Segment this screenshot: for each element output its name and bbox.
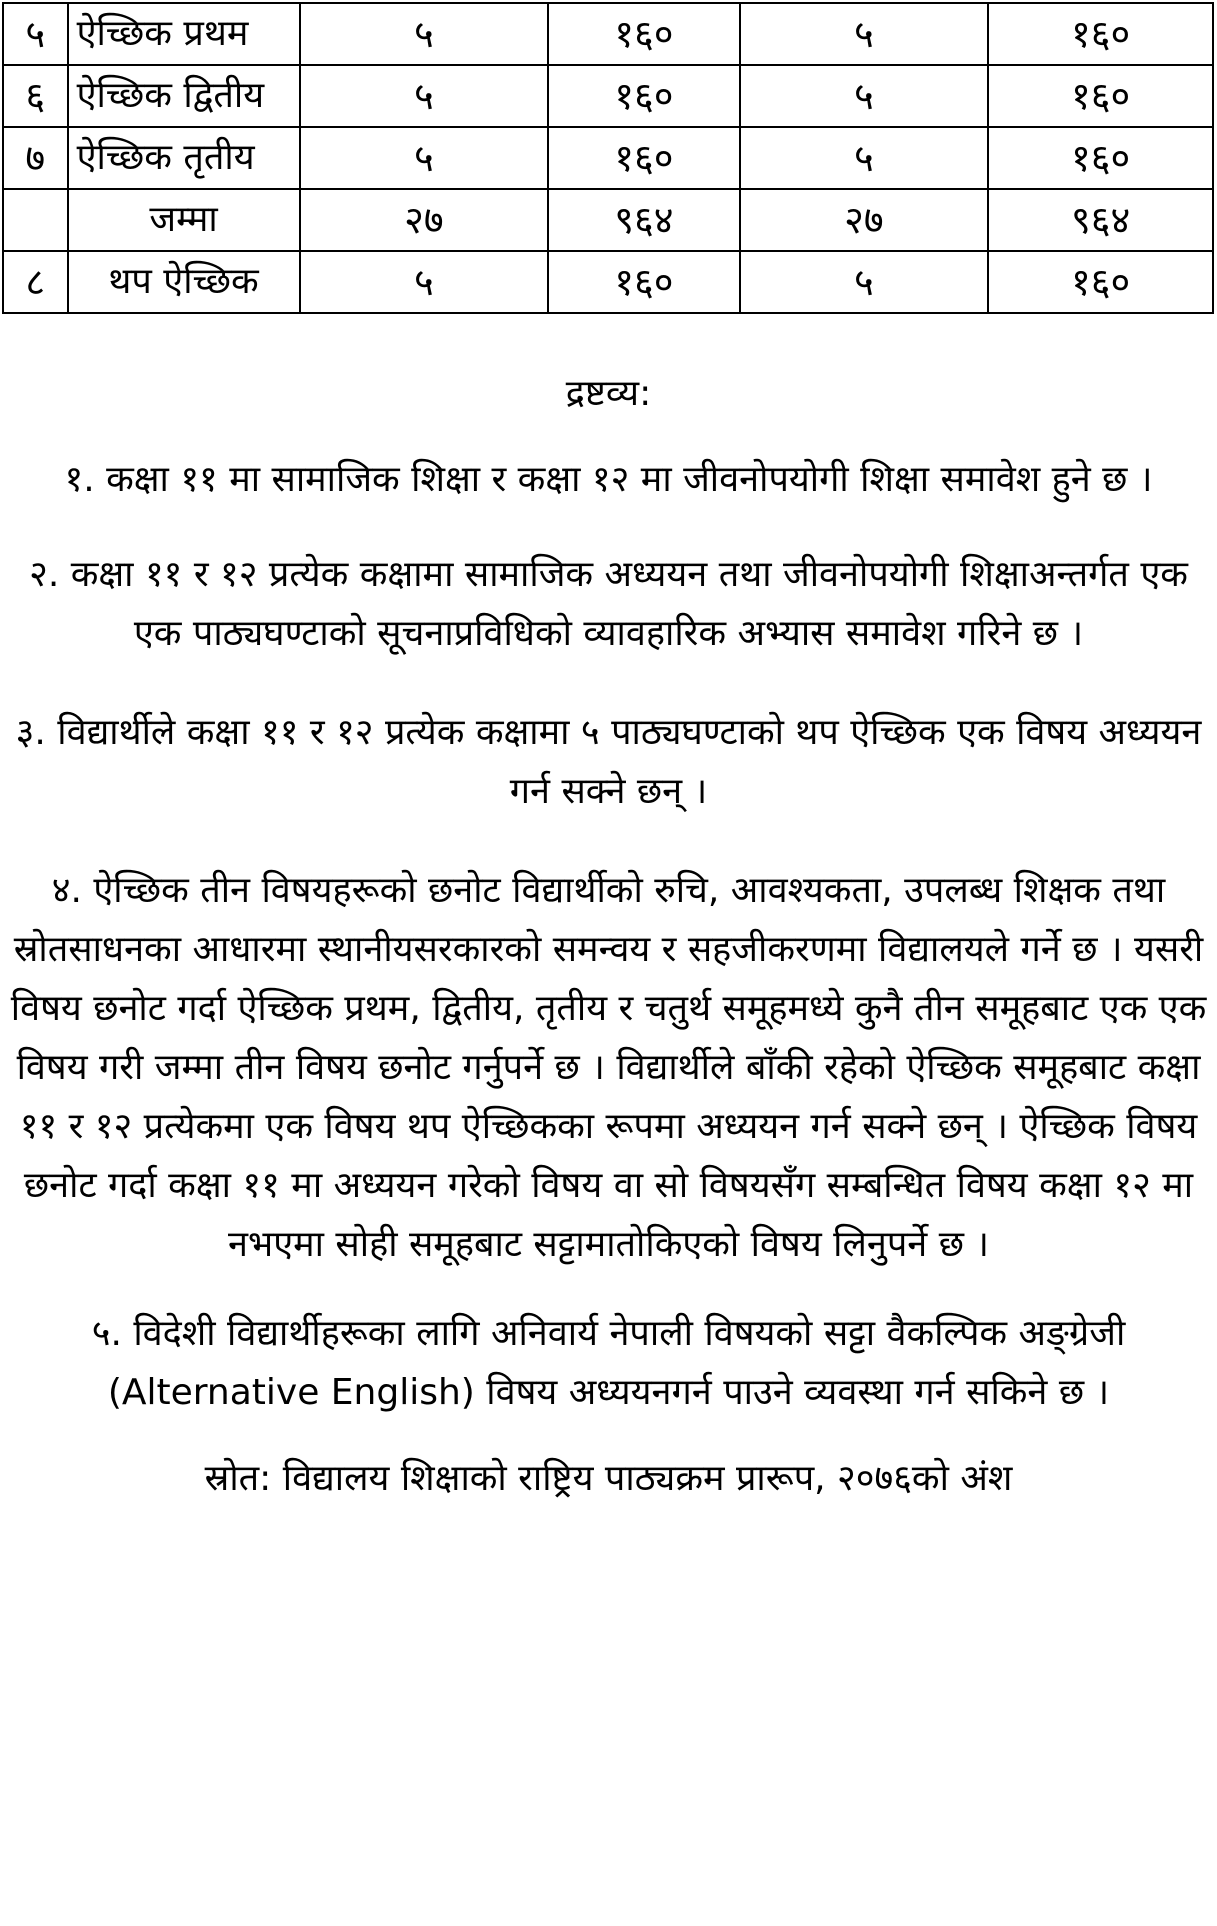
value-cell: ५ bbox=[300, 251, 549, 313]
subject-cell: ऐच्छिक प्रथम bbox=[68, 3, 300, 65]
notes-heading: द्रष्टव्य: bbox=[565, 373, 652, 414]
value-cell: ५ bbox=[300, 3, 549, 65]
value-cell: १६० bbox=[988, 127, 1213, 189]
value-cell: ५ bbox=[740, 127, 989, 189]
value-cell: १६० bbox=[548, 3, 739, 65]
table-row bbox=[3, 3, 1213, 65]
serial-cell: ८ bbox=[3, 251, 68, 313]
value-cell: १६० bbox=[988, 65, 1213, 127]
value-cell: २७ bbox=[740, 189, 989, 251]
serial-cell bbox=[3, 189, 68, 251]
value-cell: ९६४ bbox=[988, 189, 1213, 251]
value-cell: १६० bbox=[548, 65, 739, 127]
table-row bbox=[3, 65, 1213, 127]
total-label-cell: जम्मा bbox=[68, 189, 300, 251]
serial-cell: ७ bbox=[3, 127, 68, 189]
value-cell: ५ bbox=[300, 65, 549, 127]
subject-cell: ऐच्छिक तृतीय bbox=[68, 127, 300, 189]
table-row bbox=[3, 127, 1213, 189]
value-cell: ९६४ bbox=[548, 189, 739, 251]
subject-credit-table bbox=[2, 2, 1214, 314]
value-cell: १६० bbox=[548, 127, 739, 189]
note-1: १. कक्षा ११ मा सामाजिक शिक्षा र कक्षा १२ मा जीवनोपयोगी शिक्षा समावेश हुने छ । bbox=[64, 459, 1153, 500]
note-2: २. कक्षा ११ र १२ प्रत्येक कक्षामा सामाजिक अध्ययन तथा जीवनोपयोगी शिक्षाअन्तर्गत एक एक पाठ्यघण्टाको सूचनाप्रविधिको व्यावहारिक अभ्यास समावेश गरिने छ । bbox=[29, 554, 1188, 654]
value-cell: ५ bbox=[740, 3, 989, 65]
value-cell: १६० bbox=[988, 251, 1213, 313]
source-citation: स्रोत: विद्यालय शिक्षाको राष्ट्रिय पाठ्यक्रम प्रारूप, २०७६को अंश bbox=[204, 1458, 1013, 1499]
subject-cell: थप ऐच्छिक bbox=[68, 251, 300, 313]
serial-cell: ६ bbox=[3, 65, 68, 127]
value-cell: १६० bbox=[988, 3, 1213, 65]
value-cell: ५ bbox=[300, 127, 549, 189]
value-cell: २७ bbox=[300, 189, 549, 251]
value-cell: ५ bbox=[740, 251, 989, 313]
note-5: ५. विदेशी विद्यार्थीहरूका लागि अनिवार्य नेपाली विषयको सट्टा वैकल्पिक अङ्ग्रेजी (Alternative English) विषय अध्ययनगर्न पाउने व्यवस्था गर्न सकिने छ । bbox=[91, 1313, 1126, 1413]
note-3: ३. विद्यार्थीले कक्षा ११ र १२ प्रत्येक कक्षामा ५ पाठ्यघण्टाको थप ऐच्छिक एक विषय अध्ययन गर्न सक्ने छन् । bbox=[15, 712, 1202, 812]
value-cell: ५ bbox=[740, 65, 989, 127]
subject-cell: ऐच्छिक द्वितीय bbox=[68, 65, 300, 127]
serial-cell: ५ bbox=[3, 3, 68, 65]
notes-section bbox=[0, 368, 1217, 1506]
value-cell: १६० bbox=[548, 251, 739, 313]
table-row-total bbox=[3, 189, 1213, 251]
note-4: ४. ऐच्छिक तीन विषयहरूको छनोट विद्यार्थीको रुचि, आवश्यकता, उपलब्ध शिक्षक तथा स्रोतसाधनका आधारमा स्थानीयसरकारको समन्वय र सहजीकरणमा विद्यालयले गर्ने छ । यसरी विषय छनोट गर्दा ऐच्छिक प्रथम, द्वितीय, तृतीय र चतुर्थ समूहमध्ये कुनै तीन समूहबाट एक एक विषय गरी जम्मा तीन विषय छनोट गर्नुपर्ने छ । विद्यार्थीले बाँकी रहेको ऐच्छिक समूहबाट कक्षा ११ र १२ प्रत्येकमा एक विषय थप ऐच्छिकका रूपमा अध्ययन गर्न सक्ने छन् । ऐच्छिक विषय छनोट गर्दा कक्षा ११ मा अध्ययन गरेको विषय वा सो विषयसँग सम्बन्धित विषय कक्षा १२ मा नभएमा सोही समूहबाट सट्टामातोकिएको विषय लिनुपर्ने छ । bbox=[10, 870, 1207, 1265]
table-row bbox=[3, 251, 1213, 313]
